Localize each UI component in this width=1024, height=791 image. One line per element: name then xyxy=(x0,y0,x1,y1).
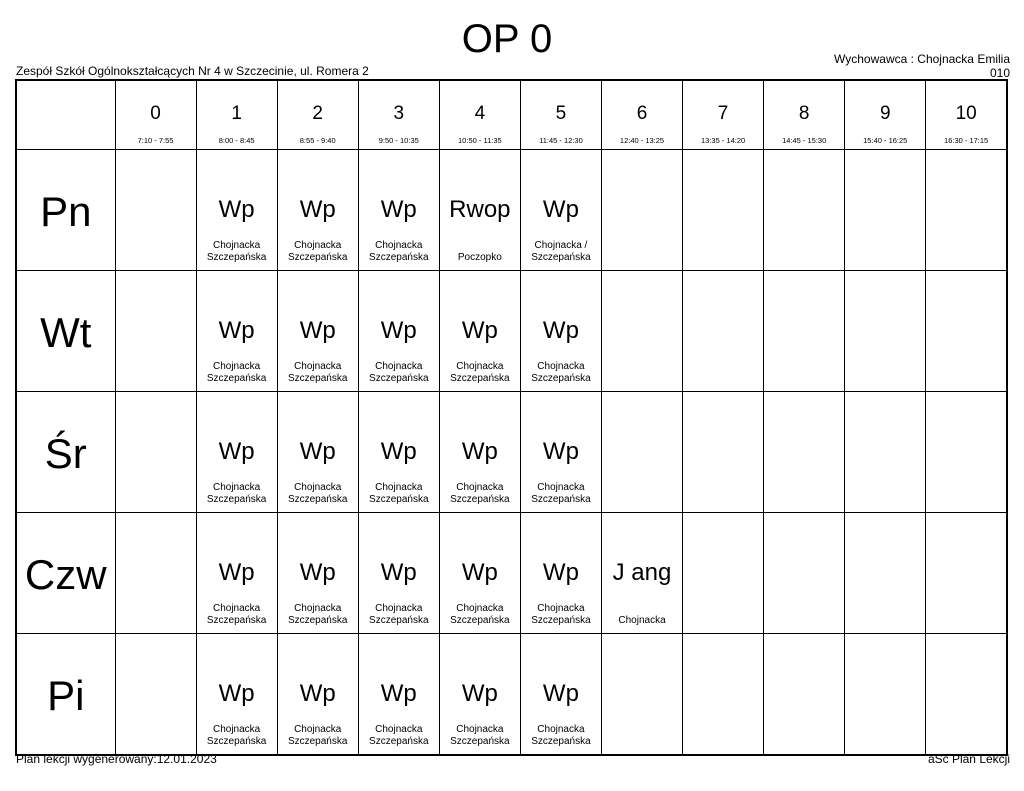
empty-cell xyxy=(683,271,764,392)
lesson-teacher: Chojnacka xyxy=(537,724,585,735)
lesson-teacher: Szczepańska xyxy=(369,252,429,263)
lesson-subject: Wp xyxy=(461,680,498,707)
empty-cell xyxy=(115,392,196,513)
lesson-teacher: Szczepańska xyxy=(287,736,348,747)
lesson-cell xyxy=(439,271,520,392)
empty-cell xyxy=(115,634,196,756)
lesson-subject: Wp xyxy=(542,317,579,344)
lesson-teachers xyxy=(359,361,439,385)
empty-cell xyxy=(845,634,926,756)
lesson-teachers xyxy=(278,603,358,627)
lesson-cell xyxy=(277,392,358,513)
period-header xyxy=(196,80,277,150)
lesson-cell xyxy=(196,634,277,756)
lesson-cell xyxy=(520,392,601,513)
lesson-teacher: Chojnacka xyxy=(294,603,342,614)
day-name: Pn xyxy=(40,188,92,235)
period-time: 16:30 - 17:15 xyxy=(944,136,989,145)
lesson-teacher: Chojnacka xyxy=(294,724,342,735)
empty-cell xyxy=(601,634,682,756)
lesson-subject: Wp xyxy=(299,559,336,586)
lesson-teachers xyxy=(440,252,520,264)
lesson-teacher: Chojnacka xyxy=(537,482,585,493)
lesson-subject: Wp xyxy=(299,438,336,465)
lesson-teacher: Chojnacka xyxy=(212,240,261,251)
lesson-teacher: Szczepańska xyxy=(206,494,267,505)
lesson-subject: Wp xyxy=(380,680,417,707)
day-name: Wt xyxy=(40,309,92,356)
lesson-teacher: Szczepańska xyxy=(287,373,348,384)
lesson-teacher: Chojnacka xyxy=(537,603,585,614)
empty-cell xyxy=(601,150,682,271)
lesson-teacher: Szczepańska xyxy=(206,736,267,747)
day-row xyxy=(16,392,1007,513)
period-number: 5 xyxy=(555,103,567,124)
day-cell xyxy=(16,271,115,392)
period-time: 7:10 - 7:55 xyxy=(137,136,174,145)
lesson-teachers xyxy=(278,361,358,385)
lesson-teacher: Poczopko xyxy=(457,252,502,263)
lesson-teacher: Chojnacka xyxy=(294,361,342,372)
lesson-cell xyxy=(439,513,520,634)
lesson-subject: Wp xyxy=(218,196,255,223)
lesson-cell xyxy=(520,634,601,756)
period-time: 15:40 - 16:25 xyxy=(863,136,908,145)
lesson-cell xyxy=(196,392,277,513)
day-cell xyxy=(16,392,115,513)
lesson-teacher: Szczepańska xyxy=(369,615,429,626)
lesson-teacher: Szczepańska xyxy=(206,615,267,626)
period-number: 3 xyxy=(393,103,405,124)
lesson-teachers xyxy=(521,724,601,748)
lesson-teachers xyxy=(278,240,358,264)
day-row xyxy=(16,513,1007,634)
period-header xyxy=(845,80,926,150)
lesson-teacher: Chojnacka xyxy=(375,603,423,614)
lesson-teacher: Szczepańska xyxy=(531,494,591,505)
lesson-subject: Wp xyxy=(218,559,255,586)
lesson-subject: Wp xyxy=(380,438,417,465)
lesson-subject: Wp xyxy=(380,559,417,586)
lesson-cell xyxy=(358,513,439,634)
period-header xyxy=(277,80,358,150)
period-number: 8 xyxy=(798,103,810,124)
period-time: 14:45 - 15:30 xyxy=(782,136,827,145)
page-title: OP 0 xyxy=(461,17,553,61)
lesson-teachers xyxy=(521,361,601,385)
lesson-teacher: Szczepańska xyxy=(531,252,591,263)
period-header xyxy=(115,80,196,150)
lesson-cell xyxy=(277,150,358,271)
period-time: 10:50 - 11:35 xyxy=(458,136,502,145)
lesson-teacher: Chojnacka xyxy=(618,615,666,626)
period-time: 8:00 - 8:45 xyxy=(218,136,255,145)
day-name: Czw xyxy=(24,551,107,598)
empty-cell xyxy=(764,392,845,513)
lesson-cell xyxy=(358,392,439,513)
lesson-cell xyxy=(277,271,358,392)
lesson-cell xyxy=(277,634,358,756)
lesson-teacher: Szczepańska xyxy=(531,373,591,384)
lesson-cell xyxy=(358,271,439,392)
day-cell xyxy=(16,634,115,756)
lesson-teacher: Szczepańska xyxy=(206,252,267,263)
lesson-subject: Wp xyxy=(461,317,498,344)
lesson-teacher: Chojnacka xyxy=(212,724,261,735)
lesson-teachers xyxy=(440,724,520,748)
school-name: Zespół Szkół Ogólnokształcących Nr 4 w Szczecinie, ul. Romera 2 xyxy=(16,64,369,78)
lesson-teacher: Szczepańska xyxy=(287,252,348,263)
lesson-teacher: Szczepańska xyxy=(450,373,510,384)
lesson-cell xyxy=(439,392,520,513)
lesson-subject: Wp xyxy=(299,317,336,344)
empty-cell xyxy=(115,271,196,392)
lesson-teacher: Chojnacka xyxy=(375,240,423,251)
lesson-teachers xyxy=(197,724,277,748)
lesson-subject: Wp xyxy=(218,680,255,707)
lesson-teachers xyxy=(359,482,439,506)
lesson-teacher: Chojnacka xyxy=(294,482,342,493)
period-number: 2 xyxy=(312,103,323,124)
empty-cell xyxy=(601,392,682,513)
period-time: 9:50 - 10:35 xyxy=(378,136,419,145)
lesson-teacher: Chojnacka / xyxy=(534,240,588,251)
day-cell xyxy=(16,150,115,271)
empty-cell xyxy=(764,513,845,634)
empty-cell xyxy=(845,150,926,271)
empty-cell xyxy=(115,150,196,271)
lesson-teachers xyxy=(521,240,601,264)
period-time: 8:55 - 9:40 xyxy=(299,136,336,145)
empty-cell xyxy=(926,150,1007,271)
period-header-row xyxy=(16,80,1007,150)
period-number: 6 xyxy=(636,103,648,124)
empty-cell xyxy=(926,634,1007,756)
lesson-cell xyxy=(358,150,439,271)
empty-cell xyxy=(926,513,1007,634)
period-header xyxy=(764,80,845,150)
lesson-teacher: Chojnacka xyxy=(456,361,504,372)
period-time: 11:45 - 12:30 xyxy=(539,136,583,145)
period-number: 10 xyxy=(955,103,977,124)
empty-cell xyxy=(764,150,845,271)
lesson-subject: Wp xyxy=(218,317,255,344)
lesson-subject: Wp xyxy=(542,559,579,586)
lesson-subject: Wp xyxy=(542,680,579,707)
period-time: 12:40 - 13:25 xyxy=(619,136,665,145)
empty-cell xyxy=(683,634,764,756)
lesson-teachers xyxy=(197,361,277,385)
lesson-cell xyxy=(277,513,358,634)
lesson-teacher: Chojnacka xyxy=(375,361,423,372)
empty-cell xyxy=(845,271,926,392)
lesson-cell xyxy=(196,150,277,271)
period-time: 13:35 - 14:20 xyxy=(700,136,746,145)
corner-cell xyxy=(16,80,115,150)
empty-cell xyxy=(683,150,764,271)
empty-cell xyxy=(601,271,682,392)
lesson-teacher: Chojnacka xyxy=(456,603,504,614)
lesson-teacher: Chojnacka xyxy=(375,482,423,493)
day-cell xyxy=(16,513,115,634)
period-number: 4 xyxy=(474,103,486,124)
lesson-teacher: Chojnacka xyxy=(212,361,261,372)
lesson-teacher: Chojnacka xyxy=(537,361,585,372)
lesson-teacher: Szczepańska xyxy=(206,373,267,384)
lesson-teacher: Szczepańska xyxy=(287,494,348,505)
lesson-cell xyxy=(520,150,601,271)
lesson-teacher: Chojnacka xyxy=(375,724,423,735)
lesson-subject: Wp xyxy=(380,317,417,344)
lesson-teacher: Chojnacka xyxy=(212,603,261,614)
lesson-teachers xyxy=(359,240,439,264)
class-teacher-info xyxy=(834,52,1010,80)
lesson-teachers xyxy=(521,482,601,506)
software-name: aSc Plan Lekcji xyxy=(927,752,1010,766)
empty-cell xyxy=(115,513,196,634)
class-teacher: Wychowawca : Chojnacka Emilia xyxy=(834,52,1010,66)
lesson-subject: Wp xyxy=(299,680,336,707)
lesson-teacher: Szczepańska xyxy=(450,494,510,505)
lesson-teacher: Chojnacka xyxy=(456,724,504,735)
lesson-teacher: Chojnacka xyxy=(212,482,261,493)
lesson-teachers xyxy=(440,603,520,627)
lesson-teacher: Szczepańska xyxy=(531,736,591,747)
lesson-teacher: Szczepańska xyxy=(369,373,429,384)
day-row xyxy=(16,150,1007,271)
lesson-teachers xyxy=(521,603,601,627)
day-name: Pi xyxy=(47,672,85,719)
lesson-teacher: Szczepańska xyxy=(369,494,429,505)
lesson-teachers xyxy=(197,240,277,264)
lesson-teachers xyxy=(197,603,277,627)
period-header xyxy=(520,80,601,150)
lesson-subject: Wp xyxy=(461,559,498,586)
lesson-subject: Wp xyxy=(299,196,336,223)
generated-date: Plan lekcji wygenerowany:12.01.2023 xyxy=(16,752,217,766)
lesson-cell xyxy=(601,513,682,634)
lesson-teacher: Szczepańska xyxy=(450,615,510,626)
lesson-teacher: Szczepańska xyxy=(369,736,429,747)
lesson-subject: J ang xyxy=(612,559,672,586)
empty-cell xyxy=(764,271,845,392)
lesson-teacher: Chojnacka xyxy=(294,240,342,251)
lesson-cell xyxy=(439,634,520,756)
period-number: 1 xyxy=(231,103,242,124)
empty-cell xyxy=(845,392,926,513)
lesson-subject: Wp xyxy=(461,438,498,465)
empty-cell xyxy=(764,634,845,756)
lesson-teachers xyxy=(278,482,358,506)
lesson-subject: Wp xyxy=(542,196,579,223)
empty-cell xyxy=(926,392,1007,513)
day-name: Śr xyxy=(44,430,87,477)
lesson-cell xyxy=(520,271,601,392)
lesson-teacher: Szczepańska xyxy=(450,736,510,747)
period-header xyxy=(439,80,520,150)
lesson-teacher: Chojnacka xyxy=(456,482,504,493)
empty-cell xyxy=(845,513,926,634)
day-row xyxy=(16,271,1007,392)
lesson-subject: Wp xyxy=(380,196,417,223)
lesson-teachers xyxy=(278,724,358,748)
lesson-teacher: Szczepańska xyxy=(531,615,591,626)
lesson-subject: Rwop xyxy=(449,196,511,223)
period-header xyxy=(358,80,439,150)
lesson-teachers xyxy=(197,482,277,506)
lesson-teachers xyxy=(440,482,520,506)
lesson-cell xyxy=(196,513,277,634)
lesson-subject: Wp xyxy=(542,438,579,465)
lesson-cell xyxy=(196,271,277,392)
lesson-cell xyxy=(520,513,601,634)
period-number: 9 xyxy=(879,103,891,124)
lesson-teachers xyxy=(359,603,439,627)
empty-cell xyxy=(683,392,764,513)
lesson-teachers xyxy=(440,361,520,385)
empty-cell xyxy=(926,271,1007,392)
lesson-teachers xyxy=(359,724,439,748)
room-number: 010 xyxy=(989,66,1010,80)
period-header xyxy=(926,80,1007,150)
timetable-grid xyxy=(15,79,1008,756)
lesson-teacher: Szczepańska xyxy=(287,615,348,626)
day-row xyxy=(16,634,1007,756)
lesson-subject: Wp xyxy=(218,438,255,465)
lesson-teachers xyxy=(602,615,682,627)
period-header xyxy=(601,80,682,150)
empty-cell xyxy=(683,513,764,634)
period-number: 7 xyxy=(717,103,729,124)
lesson-cell xyxy=(358,634,439,756)
period-header xyxy=(683,80,764,150)
lesson-cell xyxy=(439,150,520,271)
period-number: 0 xyxy=(150,103,161,124)
